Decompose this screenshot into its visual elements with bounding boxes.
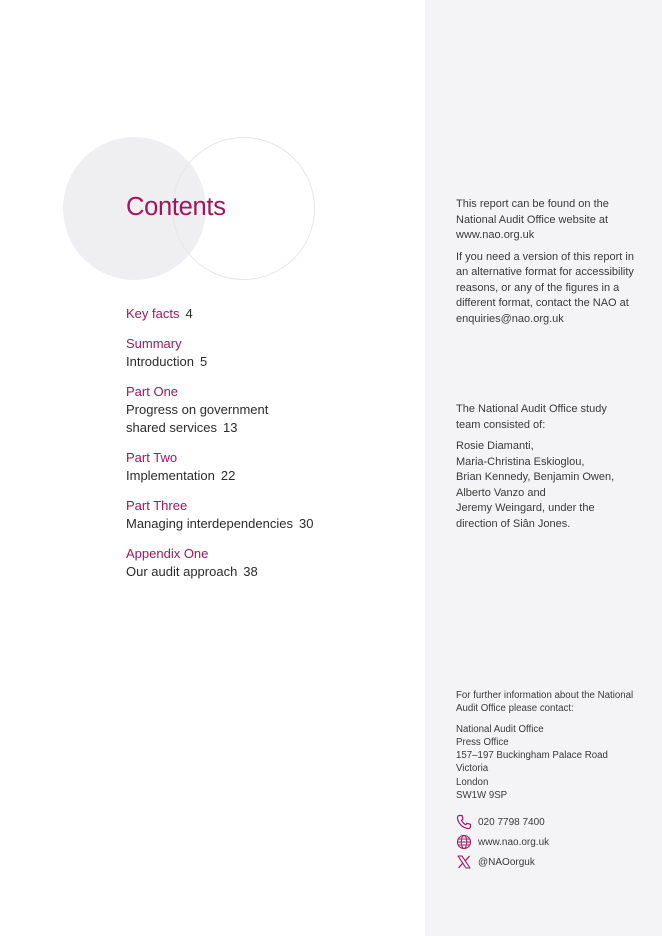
- toc-item-part-two[interactable]: [126, 449, 416, 485]
- toc-heading: Part One: [126, 384, 179, 399]
- toc-title-line: shared services: [126, 420, 218, 435]
- website-row[interactable]: [456, 832, 646, 852]
- team-line: Rosie Diamanti,: [456, 440, 534, 452]
- toc-item-appendix-one[interactable]: [126, 545, 416, 581]
- team-line: Alberto Vanzo and: [456, 486, 546, 499]
- address-line: London: [456, 776, 489, 788]
- team-line: Jeremy Weingard, under the: [456, 502, 595, 514]
- toc-item-summary[interactable]: [126, 335, 416, 371]
- team-intro: The National Audit Office study team consisted of:: [456, 403, 607, 431]
- address-line: National Audit Office: [456, 723, 544, 735]
- toc-title-line: Progress on government: [126, 402, 269, 417]
- team-line: Maria-Christina Eskioglou,: [456, 455, 585, 468]
- page-title: Contents: [126, 193, 226, 221]
- toc-page-number: 5: [199, 354, 208, 369]
- phone-icon: [456, 814, 472, 830]
- toc-page-number: 13: [223, 420, 238, 435]
- alt-format-text: If you need a version of this report in an alternative format for accessibility reasons, or any of the figures in a different format, contact the NAO at enquiries@nao.org.uk: [456, 250, 634, 325]
- toc-heading: Appendix One: [126, 546, 209, 561]
- address-line: Victoria: [456, 763, 489, 775]
- address-line: Press Office: [456, 736, 509, 748]
- toc-item-key-facts[interactable]: [126, 305, 416, 323]
- report-availability: [456, 197, 634, 333]
- twitter-handle[interactable]: @NAOorguk: [478, 856, 535, 868]
- toc-heading: Summary: [126, 336, 182, 351]
- contents-list: [126, 305, 416, 593]
- toc-page-number: 22: [220, 468, 236, 483]
- further-info-text: For further information about the National Audit Office please contact:: [456, 690, 634, 715]
- address-line: 157–197 Buckingham Palace Road: [456, 750, 608, 762]
- twitter-row[interactable]: [456, 852, 646, 872]
- phone-row[interactable]: [456, 812, 646, 832]
- toc-heading: Part Two: [126, 450, 178, 465]
- address-line: SW1W 9SP: [456, 790, 508, 802]
- x-logo-icon: [456, 854, 472, 870]
- toc-heading: Part Three: [126, 498, 188, 513]
- globe-icon: [456, 834, 472, 850]
- report-found-text: This report can be found on the National Audit Office website at www.nao.org.uk: [456, 198, 609, 241]
- toc-item-part-three[interactable]: [126, 497, 416, 533]
- toc-page-number: 30: [298, 516, 314, 531]
- toc-title: Introduction: [126, 354, 194, 369]
- team-line: Brian Kennedy, Benjamin Owen,: [456, 471, 615, 483]
- toc-title: Our audit approach: [126, 564, 238, 579]
- phone-number: 020 7798 7400: [478, 816, 545, 828]
- toc-item-part-one[interactable]: [126, 383, 416, 437]
- website-link[interactable]: www.nao.org.uk: [478, 836, 550, 848]
- study-team: [456, 402, 634, 532]
- team-line: direction of Siân Jones.: [456, 517, 571, 530]
- toc-title: Managing interdependencies: [126, 516, 293, 531]
- toc-heading: Key facts: [126, 306, 180, 321]
- toc-page-number: 4: [185, 306, 193, 321]
- toc-title: Implementation: [126, 468, 215, 483]
- contact-info: [456, 689, 646, 872]
- toc-page-number: 38: [243, 564, 258, 579]
